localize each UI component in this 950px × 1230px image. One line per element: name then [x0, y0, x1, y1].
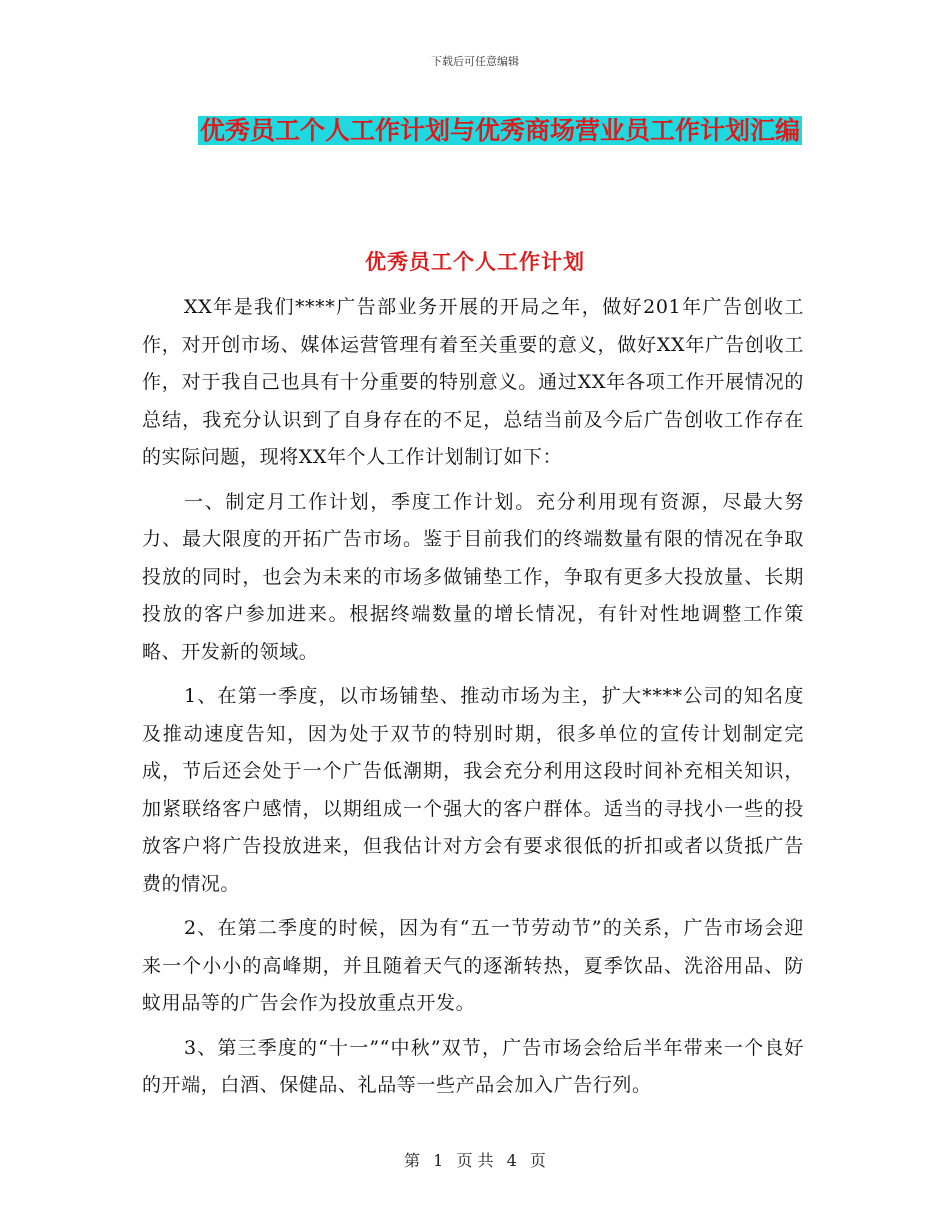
footer-label-of: 页 共	[456, 1151, 494, 1170]
paragraph-intro: XX年是我们****广告部业务开展的开局之年，做好201年广告创收工作，对开创市场、媒体运营管理有着至关重要的意义，做好XX年广告创收工作，对于我自己也具有十分重要的特别意义。通过XX年各项工作开展情况的总结，我充分认识到了自身存在的不足，总结当前及今后广告创收工作存在的实际问题，现将XX年个人工作计划制订如下：	[142, 296, 804, 468]
footer-total-pages: 4	[506, 1151, 517, 1170]
paragraph-q1: 1、在第一季度，以市场铺垫、推动市场为主，扩大****公司的知名度及推动速度告知，因为处于双节的特别时期，很多单位的宣传计划制定完成，节后还会处于一个广告低潮期，我会充分利用这段时间补充相关知识，加紧联络客户感情，以期组成一个强大的客户群体。适当的寻找小一些的投放客户将广告投放进来，但我估计对方会有要求很低的折扣或者以货抵广告费的情况。	[142, 685, 804, 895]
header-note: 下载后可任意编辑	[431, 55, 519, 68]
page-footer	[0, 1148, 950, 1171]
section-title: 优秀员工个人工作计划	[365, 250, 585, 274]
document-title-text: 优秀员工个人工作计划与优秀商场营业员工作计划汇编	[199, 116, 800, 145]
paragraph-q3: 3、第三季度的“十一”“中秋”双节，广告市场会给后半年带来一个良好的开端，白酒、保健品、礼品等一些产品会加入广告行列。	[142, 1036, 804, 1096]
paragraph-q2: 2、在第二季度的时候，因为有“五一节劳动节”的关系，广告市场会迎来一个小小的高峰期，并且随着天气的逐渐转热，夏季饮品、洗浴用品、防蚊用品等的广告会作为投放重点开发。	[142, 917, 804, 1014]
footer-current-page: 1	[433, 1151, 444, 1170]
footer-label-page: 第	[404, 1151, 421, 1170]
document-title	[190, 108, 810, 153]
paragraph-plan-1: 一、制定月工作计划，季度工作计划。充分利用现有资源，尽最大努力、最大限度的开拓广告市场。鉴于目前我们的终端数量有限的情况在争取投放的同时，也会为未来的市场多做铺垫工作，争取有更多大投放量、长期投放的客户参加进来。根据终端数量的增长情况，有针对性地调整工作策略、开发新的领域。	[142, 490, 804, 663]
footer-label-end: 页	[529, 1151, 546, 1170]
document-body	[142, 289, 804, 1112]
